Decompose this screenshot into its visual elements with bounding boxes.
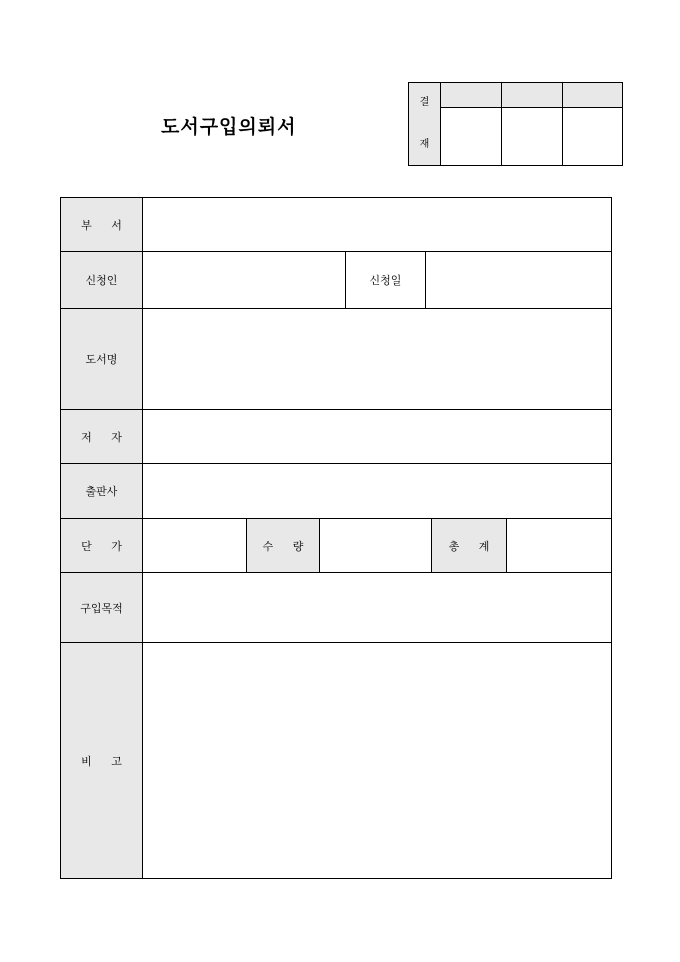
- approval-label: [409, 83, 441, 166]
- book-title-field[interactable]: [143, 309, 612, 410]
- total-label: 총 계: [432, 519, 507, 573]
- book-title-label: 도서명: [61, 309, 143, 410]
- publisher-label: 출판사: [61, 464, 143, 519]
- remarks-field[interactable]: [143, 643, 612, 879]
- purpose-field[interactable]: [143, 573, 612, 643]
- approval-label-top: 결: [419, 97, 430, 108]
- unit-price-field[interactable]: [143, 519, 247, 573]
- document-title: 도서구입의뢰서: [161, 116, 297, 138]
- approver-sign-1[interactable]: [441, 108, 502, 166]
- approver-sign-2[interactable]: [502, 108, 563, 166]
- approver-sign-3[interactable]: [563, 108, 623, 166]
- department-label: 부 서: [61, 198, 143, 252]
- apply-date-label: 신청일: [346, 252, 426, 309]
- department-field[interactable]: [143, 198, 612, 252]
- total-field[interactable]: [507, 519, 612, 573]
- approver-header-1: [441, 83, 502, 108]
- approver-header-2: [502, 83, 563, 108]
- remarks-label: 비 고: [61, 643, 143, 879]
- purpose-label: 구입목적: [61, 573, 143, 643]
- approval-label-bottom: 재: [419, 139, 430, 150]
- unit-price-label: 단 가: [61, 519, 143, 573]
- apply-date-field[interactable]: [426, 252, 612, 309]
- purchase-request-form: [60, 197, 612, 879]
- applicant-field[interactable]: [143, 252, 346, 309]
- author-field[interactable]: [143, 410, 612, 464]
- quantity-label: 수 량: [247, 519, 320, 573]
- applicant-label: 신청인: [61, 252, 143, 309]
- approver-header-3: [563, 83, 623, 108]
- approval-box: [408, 82, 623, 166]
- quantity-field[interactable]: [320, 519, 432, 573]
- author-label: 저 자: [61, 410, 143, 464]
- publisher-field[interactable]: [143, 464, 612, 519]
